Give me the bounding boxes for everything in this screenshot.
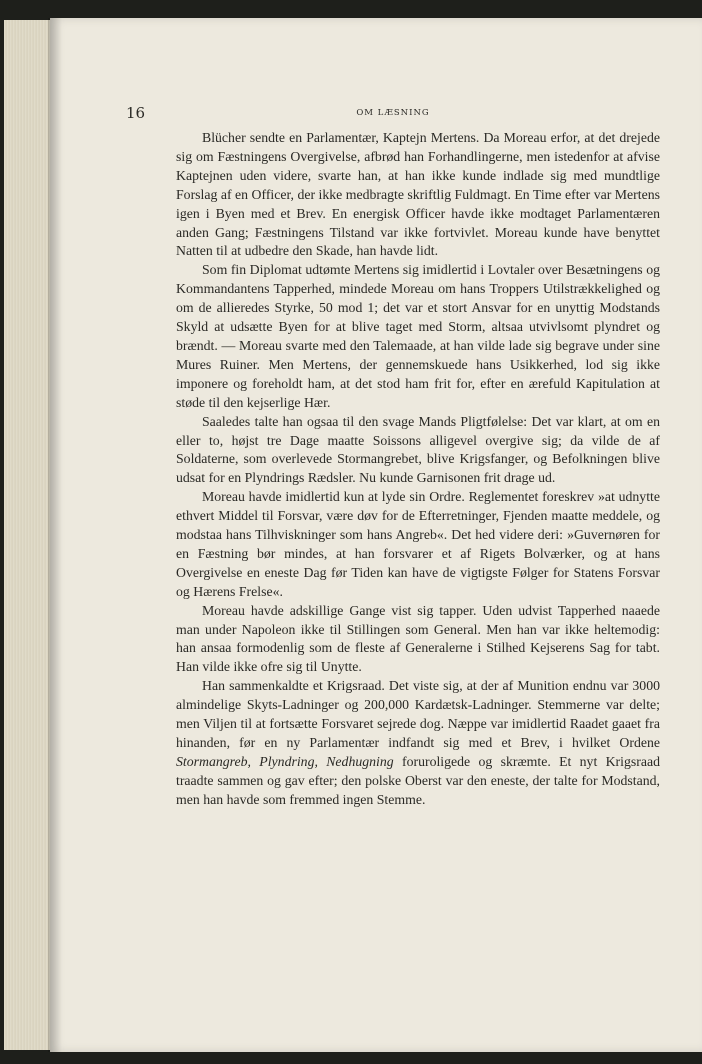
paragraph-6-end: foruroligede og skræmte. Et nyt Krigsraad traadte sammen og gav efter; den polske Oberst var den eneste, der talte for Modstand, men han havde som fremmed ingen Stemme. (176, 753, 660, 807)
paragraph-5: Moreau havde adskillige Gange vist sig tapper. Uden udvist Tapperhed naaede man under Napoleon ikke til Stillingen som General. Men han var ikke heltemodig: han ansaa formodenlig som de fleste af Generalerne i Stilhed Kejserens Sag for tabt. Han vilde ikke ofre sig til Unytte. (176, 602, 660, 675)
paragraph-2: Som fin Diplomat udtømte Mertens sig imidlertid i Lovtaler over Besætningens og Kommandantens Tapperhed, mindede Moreau om hans Troppers Utilstrækkelighed og om de allieredes Styrke, 50 mod 1; det var et stort Ansvar for en unyttig Modstands Skyld at udsætte Byen for at blive taget med Storm, altsaa utvivlsomt plyndret og brændt. — Moreau svarte med den Talemaade, at han vilde lade sig begrave under sine Mures Ruiner. Men Mertens, der gennemskuede hans Usikkerhed, lod sig ikke imponere og foreholdt ham, at det stod ham frit for, efter en ærefuld Kapitulation at støde til den kejserlige Hær. (176, 262, 660, 410)
page-stack-edge (4, 20, 53, 1050)
body-text (176, 129, 660, 810)
paragraph-3: Saaledes talte han ogsaa til den svage Mands Pligtfølelse: Det var klart, at om en eller to, højst tre Dage maatte Soissons alligevel overgive sig; da vilde de af Soldaterne, som overlevede Stormangrebet, blive Krigsfanger, og Befolkningen blive udsat for en Plyndrings Rædsler. Nu kunde Garnisonen frit drage ud. (176, 413, 660, 486)
paragraph-6 (176, 677, 660, 809)
paragraph-6-italic: Stormangreb, Plyndring, Nedhugning (176, 753, 394, 769)
page-header (126, 104, 660, 124)
spine-shadow (48, 18, 62, 1052)
running-head: OM LÆSNING (356, 108, 430, 118)
page-number: 16 (126, 104, 146, 122)
paragraph-6-start: Han sammenkaldte et Krigsraad. Det viste sig, at der af Munition endnu var 3000 almindelige Skyts-Ladninger og 200,000 Kardætsk-Ladninger. Stemmerne var delte; men Viljen til at fortsætte Forsvaret sejrede dog. Næppe var imidlertid Raadet gaaet fra hinanden, før en ny Parlamentær indfandt sig med et Brev, i hvilket Ordene (176, 678, 660, 750)
paragraph-1: Blücher sendte en Parlamentær, Kaptejn Mertens. Da Moreau erfor, at det drejede sig om Fæstningens Overgivelse, afbrød han Forhandlingerne, men istedenfor at afvise Kaptejnen uden videre, svarte han, at han ikke kunde indlade sig med mundtlige Forslag af en Officer, der ikke medbragte skriftlig Fuldmagt. En Time efter var Mertens igen i Byen med et Brev. En energisk Officer havde ikke modtaget Parlamentæren anden Gang; Fæstningens Tilstand var ikke fortvivlet. Moreau kunde have benyttet Natten til at udbedre den Skade, han havde lidt. (176, 130, 660, 259)
paragraph-4: Moreau havde imidlertid kun at lyde sin Ordre. Reglementet foreskrev »at udnytte ethvert Middel til Forsvar, være døv for de Efterretninger, Fjenden maatte meddele, og modstaa hans Tilhviskninger som hans Angreb«. Det hed videre deri: »Guvernøren for en Fæstning bør mindes, at han forsvarer et af Rigets Bolværker, og at hans Overgivelse en eneste Dag før Tiden kan have de vigtigste Følger for Statens Forsvar og Hærens Frelse«. (176, 489, 660, 599)
